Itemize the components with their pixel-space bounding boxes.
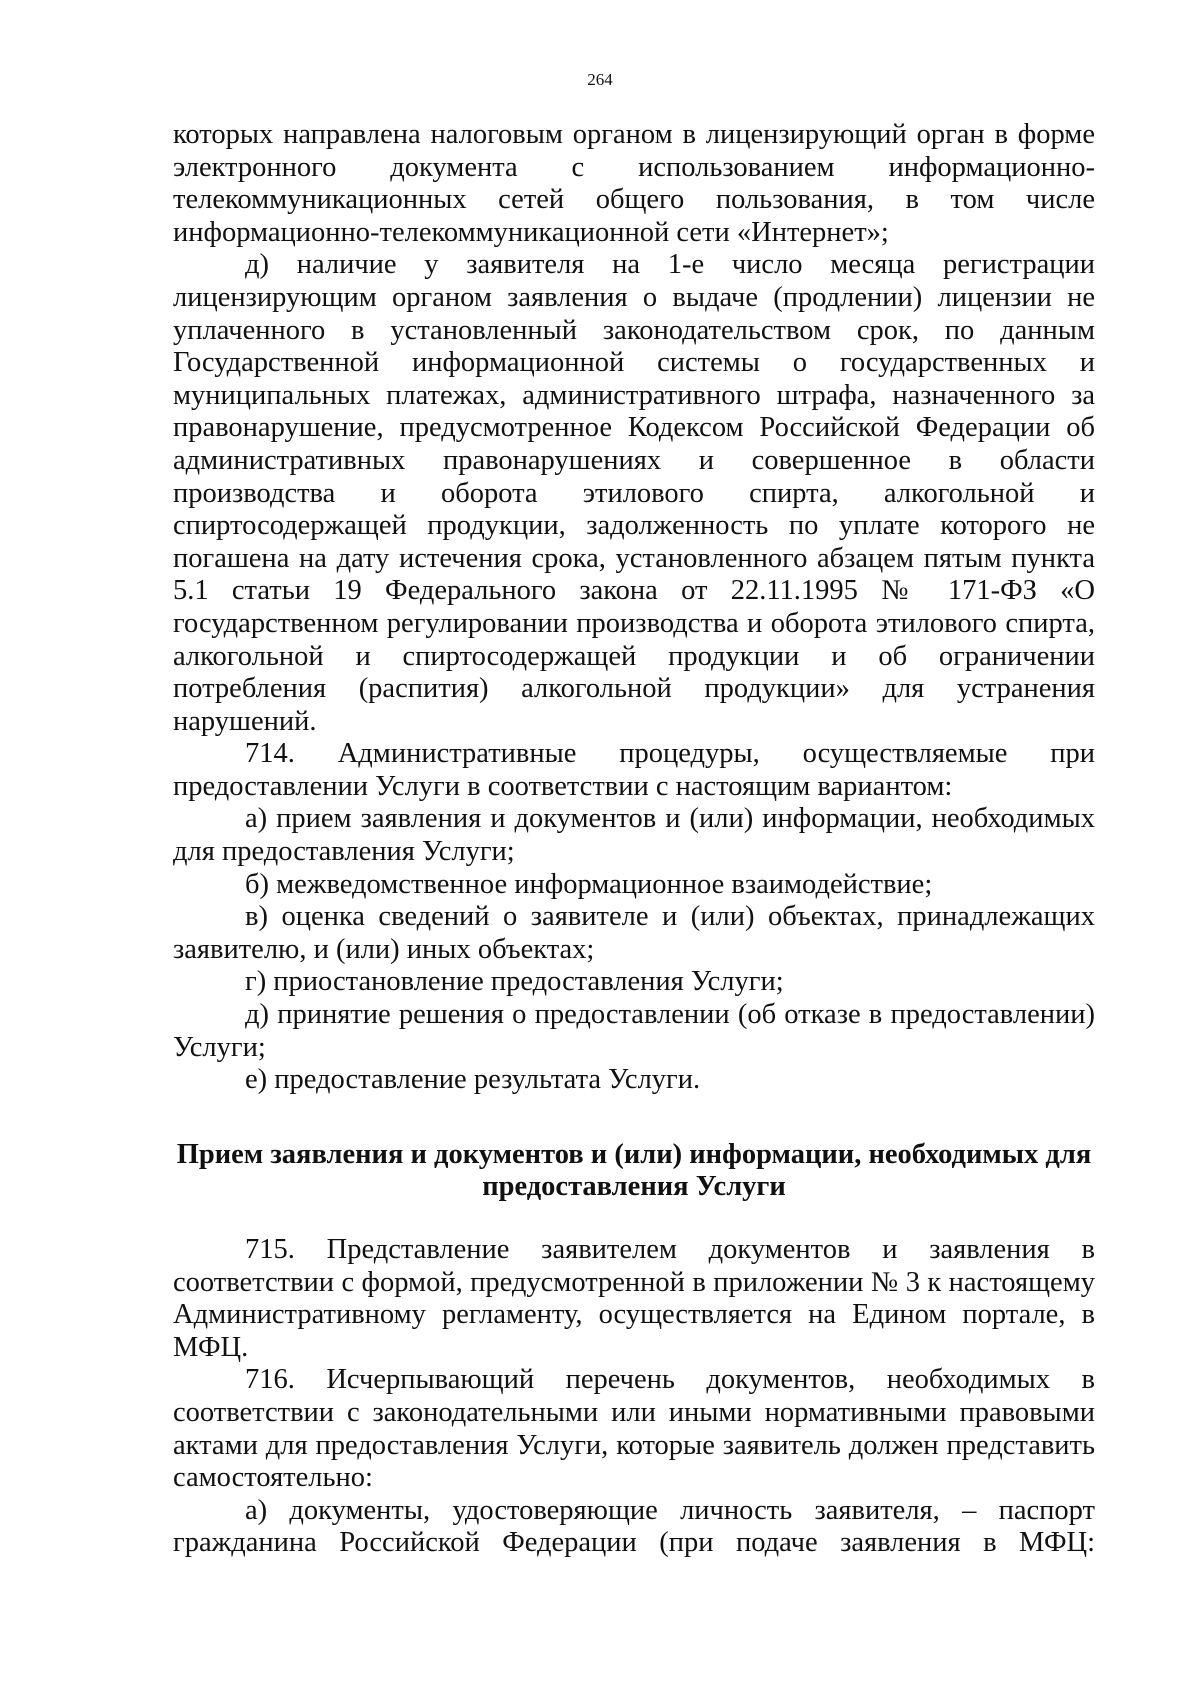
section-heading-line-1: Прием заявления и документов и (или) информации, необходимых для: [176, 1138, 1092, 1170]
paragraph-continuation: которых направлена налоговым органом в лицензирующий орган в форме электронного документа с использованием информационно-телекоммуникационных сетей общего пользования, в том числе информационно-телекоммуникационной сети «Интернет»;: [173, 119, 1095, 248]
paragraph-item-a: а) прием заявления и документов и (или) информации, необходимых для предоставления Услуги;: [173, 803, 1095, 868]
paragraph-item-e: е) предоставление результата Услуги.: [245, 1064, 701, 1096]
paragraph-item-g: г) приостановление предоставления Услуги;: [245, 966, 784, 998]
paragraph-714: 714. Административные процедуры, осуществляемые при предоставлении Услуги в соответствии с настоящим вариантом:: [173, 738, 1095, 802]
paragraph-716: 716. Исчерпывающий перечень документов, необходимых в соответствии с законодательными или иными нормативными правовыми актами для предоставления Услуги, которые заявитель должен представить самостоятельно:: [173, 1364, 1095, 1494]
section-heading-line-2: предоставления Услуги: [482, 1171, 786, 1203]
paragraph-item-d: д) наличие у заявителя на 1-е число месяца регистрации лицензирующим органом заявления о выдаче (продлении) лицензии не уплаченного в установленный законодательством срок, по данным Государственной информационной системы о государственных и муниципальных платежах, административного штрафа, назначенного за правонарушение, предусмотренное Кодексом Российской Федерации об административных правонарушениях и совершенное в области производства и оборота этилового спирта, алкогольной и спиртосодержащей продукции, задолженность по уплате которого не погашена на дату истечения срока, установленного абзацем пятым пункта 5.1 статьи 19 Федерального закона от 22.11.1995 № 171-ФЗ «О государственном регулировании производства и оборота этилового спирта, алкогольной и спиртосодержащей продукции и об ограничении потребления (распития) алкогольной продукции» для устранения нарушений.: [173, 249, 1095, 737]
document-body: [173, 119, 1095, 1560]
paragraph-item-b: б) межведомственное информационное взаимодействие;: [245, 868, 933, 900]
paragraph-715: 715. Представление заявителем документов и заявления в соответствии с формой, предусмотренной в приложении № 3 к настоящему Административному регламенту, осуществляется на Едином портале, в МФЦ.: [173, 1234, 1095, 1363]
paragraph-item-v: в) оценка сведений о заявителе и (или) объектах, принадлежащих заявителю, и (или) иных объектах;: [173, 901, 1095, 965]
paragraph-item-d2: д) принятие решения о предоставлении (об отказе в предоставлении) Услуги;: [173, 999, 1095, 1063]
paragraph-716-item-a: а) документы, удостоверяющие личность заявителя, – паспорт гражданина Российской Федерации (при подаче заявления в МФЦ:: [173, 1494, 1095, 1559]
page-number: 264: [587, 70, 613, 89]
section-heading: [173, 1139, 1095, 1204]
